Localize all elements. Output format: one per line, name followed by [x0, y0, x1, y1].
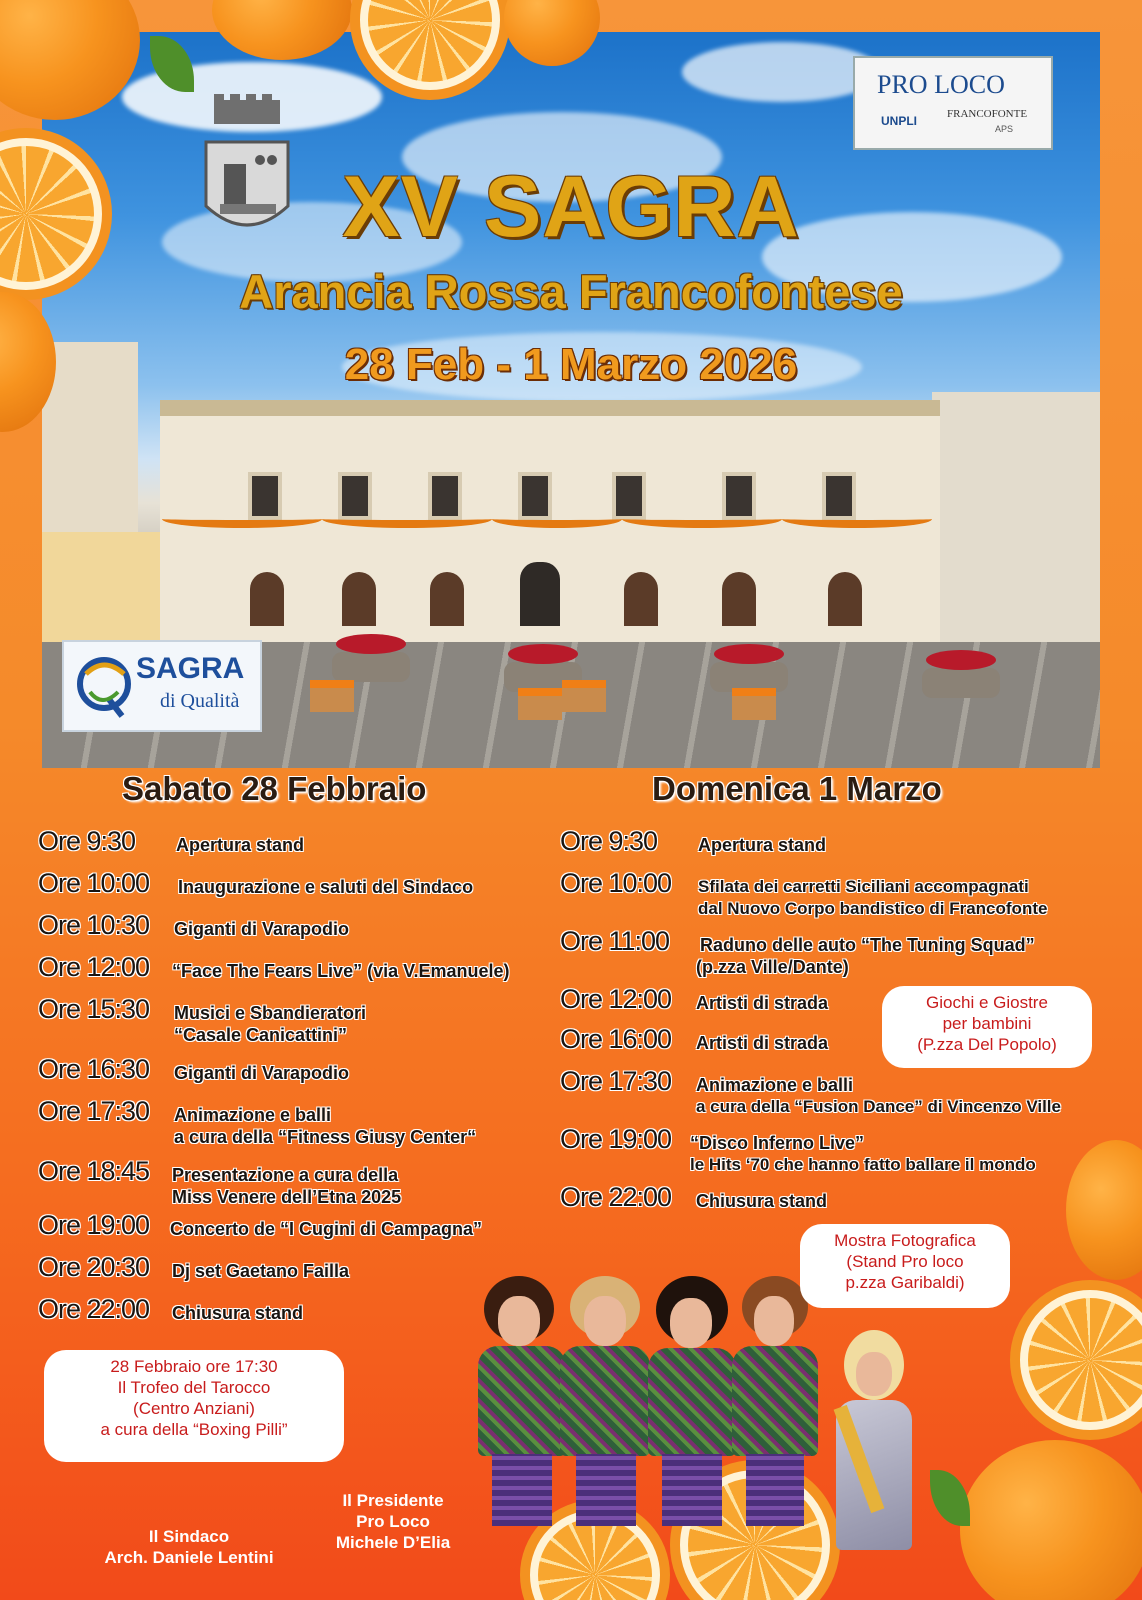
- proloco-logo: [853, 56, 1053, 150]
- orange-icon: [1066, 1140, 1142, 1280]
- schedule-time: Ore 16:00: [560, 1024, 672, 1054]
- bubble-line: Il Trofeo del Tarocco: [117, 1378, 271, 1397]
- schedule-desc: Apertura stand: [698, 835, 827, 855]
- sagra-logo-big: SAGRA: [136, 652, 245, 685]
- signature-line: Pro Loco: [356, 1512, 430, 1531]
- schedule-desc: dal Nuovo Corpo bandistico di Francofonte: [698, 899, 1048, 918]
- bubble-giochi: [882, 986, 1092, 1068]
- bubble-line: p.zza Garibaldi): [845, 1273, 965, 1292]
- schedule-desc: Giganti di Varapodio: [174, 919, 350, 939]
- bubble-line: (P.zza Del Popolo): [917, 1035, 1057, 1054]
- schedule-desc: (p.zza Ville/Dante): [696, 957, 849, 977]
- schedule-time: Ore 19:00: [38, 1210, 150, 1240]
- signature-sindaco: [84, 1526, 294, 1568]
- event-dates: 28 Feb - 1 Marzo 2026: [344, 340, 798, 389]
- bubble-line: per bambini: [942, 1014, 1032, 1033]
- schedule-desc: Miss Venere dell’Etna 2025: [172, 1187, 402, 1207]
- signature-line: Michele D’Elia: [335, 1533, 451, 1552]
- schedule-desc: a cura della “Fitness Giusy Center“: [174, 1127, 477, 1147]
- schedule-desc: Animazione e balli: [696, 1075, 854, 1095]
- schedule-desc: Apertura stand: [176, 835, 305, 855]
- bubble-line: (Stand Pro loco: [846, 1252, 964, 1271]
- schedule-desc: Musici e Sbandieratori: [174, 1003, 367, 1023]
- schedule-desc: Artisti di strada: [696, 1033, 829, 1053]
- saturday-heading: Sabato 28 Febbraio: [122, 770, 427, 807]
- schedule-time: Ore 11:00: [560, 926, 670, 956]
- schedule-desc: “Face The Fears Live” (via V.Emanuele): [172, 961, 510, 981]
- proloco-aps: APS: [995, 124, 1014, 134]
- schedule-desc: Inaugurazione e saluti del Sindaco: [178, 877, 474, 897]
- schedule-desc: a cura della “Fusion Dance” di Vincenzo Ville: [696, 1097, 1061, 1116]
- q-swirl-icon: [72, 652, 136, 720]
- schedule-time: Ore 22:00: [38, 1294, 150, 1324]
- event-subtitle: Arancia Rossa Francofontese: [239, 265, 903, 318]
- schedule-desc: Raduno delle auto “The Tuning Squad”: [700, 935, 1035, 955]
- bubble-mostra: [800, 1224, 1010, 1308]
- signature-line: Il Presidente: [342, 1491, 444, 1510]
- schedule-time: Ore 16:30: [38, 1054, 150, 1084]
- schedule-time: Ore 19:00: [560, 1124, 672, 1154]
- proloco-unpli: UNPLI: [881, 114, 917, 128]
- schedule-desc: Concerto de “I Cugini di Campagna”: [170, 1219, 483, 1239]
- schedule-time: Ore 20:30: [38, 1252, 150, 1282]
- sagra-logo-small: di Qualità: [160, 690, 240, 712]
- leaf-icon: [930, 1470, 970, 1526]
- signature-presidente: [308, 1490, 478, 1553]
- schedule-desc: Animazione e balli: [174, 1105, 332, 1125]
- schedule-time: Ore 22:00: [560, 1182, 672, 1212]
- bubble-line: Mostra Fotografica: [834, 1231, 976, 1250]
- schedule-desc: Sfilata dei carretti Siciliani accompagnati: [698, 877, 1029, 896]
- schedule-time: Ore 17:30: [38, 1096, 150, 1126]
- schedule-time: Ore 12:00: [38, 952, 150, 982]
- sunday-heading: Domenica 1 Marzo: [652, 770, 942, 807]
- schedule-desc: Giganti di Varapodio: [174, 1063, 350, 1083]
- bubble-line: (Centro Anziani): [133, 1399, 255, 1418]
- bubble-line: 28 Febbraio ore 17:30: [110, 1357, 278, 1376]
- proloco-name: PRO LOCO: [877, 70, 1005, 99]
- schedule-desc: “Casale Canicattini”: [174, 1025, 348, 1045]
- sagra-qualita-logo: [62, 640, 262, 732]
- schedule-time: Ore 9:30: [38, 826, 136, 856]
- schedule-time: Ore 10:00: [560, 868, 672, 898]
- bubble-trofeo: [44, 1350, 344, 1462]
- schedule-desc: le Hits ‘70 che hanno fatto ballare il mondo: [690, 1155, 1036, 1174]
- schedule-time: Ore 17:30: [560, 1066, 672, 1096]
- schedule-time: Ore 12:00: [560, 984, 672, 1014]
- bubble-line: Giochi e Giostre: [926, 993, 1048, 1012]
- schedule-time: Ore 15:30: [38, 994, 150, 1024]
- schedule-desc: Chiusura stand: [172, 1303, 304, 1323]
- schedule-desc: Dj set Gaetano Failla: [172, 1261, 350, 1281]
- bubble-line: a cura della “Boxing Pilli”: [100, 1420, 288, 1439]
- signature-line: Il Sindaco: [148, 1527, 230, 1546]
- orange-icon: [960, 1440, 1142, 1600]
- schedule-desc: Chiusura stand: [696, 1191, 828, 1211]
- event-title: XV SAGRA: [342, 159, 800, 255]
- schedule-time: Ore 9:30: [560, 826, 658, 856]
- schedule-desc: Presentazione a cura della: [172, 1165, 399, 1185]
- schedule-time: Ore 10:00: [38, 868, 150, 898]
- schedule-time: Ore 10:30: [38, 910, 150, 940]
- orange-slice-icon: [1010, 1280, 1142, 1440]
- schedule-desc: “Disco Inferno Live”: [690, 1133, 865, 1153]
- proloco-town: FRANCOFONTE: [947, 108, 1028, 120]
- signature-line: Arch. Daniele Lentini: [104, 1548, 274, 1567]
- schedule-time: Ore 18:45: [38, 1156, 150, 1186]
- schedule-desc: Artisti di strada: [696, 993, 829, 1013]
